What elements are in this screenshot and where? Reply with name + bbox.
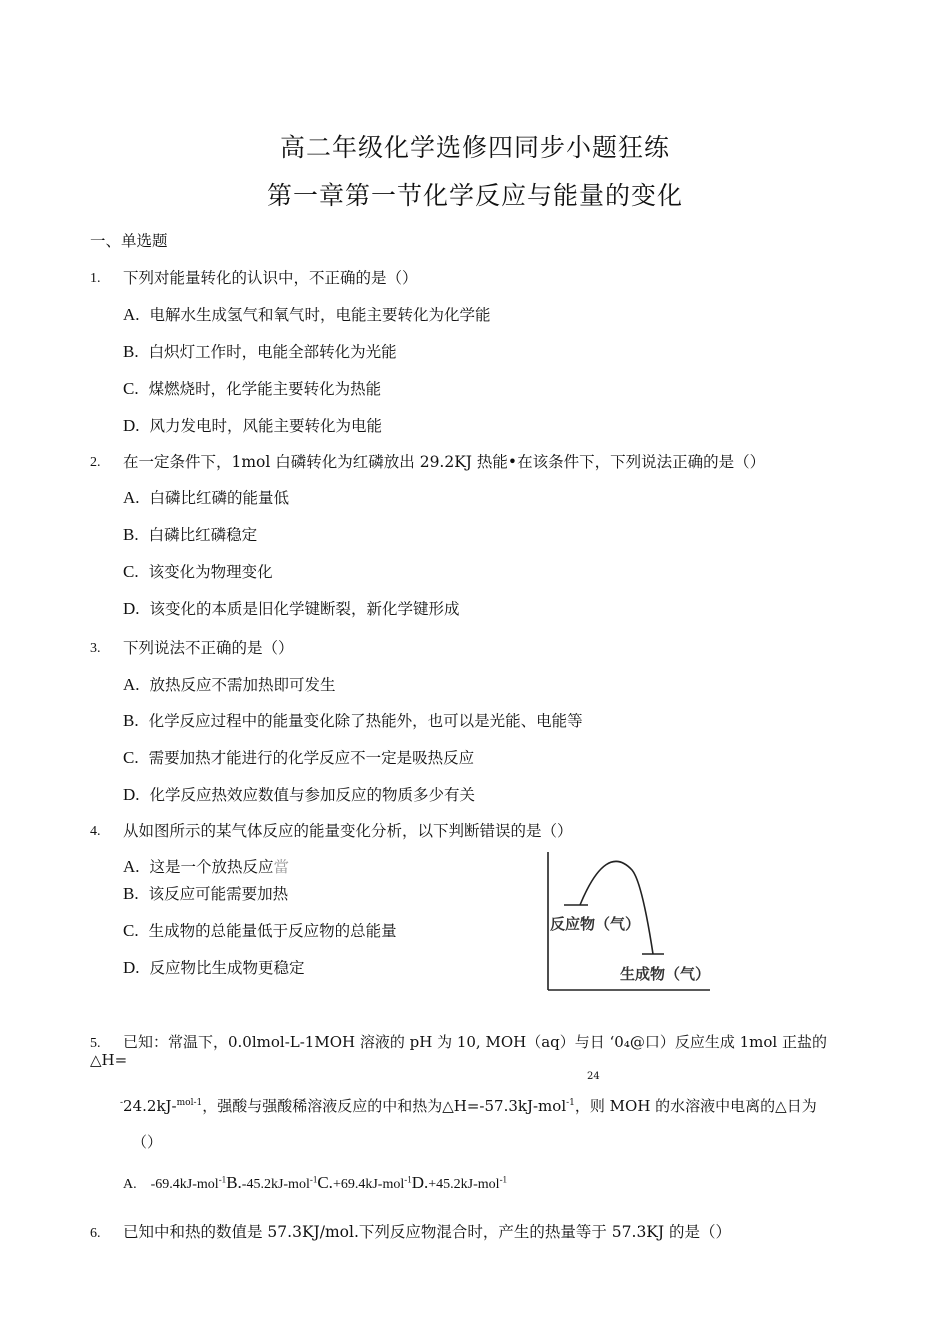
option-item: B. 白炽灯工作时，电能全部转化为光能 (123, 342, 397, 361)
option-item: D. 化学反应热效应数值与参加反应的物质多少有关 (123, 785, 476, 804)
question-stem-line2: -24.2kJ-$^{mol-1}$，强酸与强酸稀溶液反应的中和热为△H=-57.3kJ-mol$^{-1}$，则 MOH 的水溶液中电离的△日为 (120, 1097, 817, 1115)
option-item: B. 该反应可能需要加热 (123, 884, 289, 903)
option-item: B. 化学反应过程中的能量变化除了热能外，也可以是光能、电能等 (123, 711, 583, 730)
product-label: 生成物（气） (620, 965, 711, 983)
question-number: 4. (90, 824, 101, 839)
document-subtitle: 第一章第一节化学反应与能量的变化 (266, 181, 683, 210)
document-title: 高二年级化学选修四同步小题狂练 (279, 133, 670, 162)
option-item: B. 白磷比红磷稳定 (123, 525, 258, 544)
option-item: A. 放热反应不需加热即可发生 (123, 675, 336, 694)
subscript-note: 24 (587, 1071, 600, 1082)
question-stem: 从如图所示的某气体反应的能量变化分析，以下判断错误的是（） (123, 822, 573, 840)
option-item: A. 白磷比红磷的能量低 (123, 488, 290, 507)
section-heading: 一、单选题 (90, 232, 168, 250)
option-item: D. 该变化的本质是旧化学键断裂，新化学键形成 (123, 599, 460, 618)
energy-diagram (546, 852, 716, 994)
option-item: C. 该变化为物理变化 (123, 562, 273, 581)
question-number: 6. (90, 1226, 101, 1241)
energy-diagram-svg (546, 852, 716, 994)
option-item: D. 风力发电时，风能主要转化为电能 (123, 416, 383, 435)
question-stem-continuation: △H= (90, 1051, 128, 1069)
option-item: C. 需要加热才能进行的化学反应不一定是吸热反应 (123, 748, 475, 767)
option-item: D. 反应物比生成物更稳定 (123, 958, 305, 977)
question-number: 1. (90, 271, 101, 286)
question-stem: 下列对能量转化的认识中，不正确的是（） (123, 269, 418, 287)
question-stem: 在一定条件下，1mol 白磷转化为红磷放出 29.2KJ 热能•在该条件下，下列说法正确的是（） (123, 453, 766, 471)
energy-curve (580, 861, 653, 954)
option-item: C. 煤燃烧时，化学能主要转化为热能 (123, 379, 382, 398)
question-blank: （） (132, 1133, 163, 1151)
reactant-label: 反应物（气） (550, 915, 641, 933)
option-item: A. 这是一个放热反应當 (123, 857, 290, 876)
option-item: A. 电解水生成氢气和氧气时，电能主要转化为化学能 (123, 305, 491, 324)
question-number: 2. (90, 455, 101, 470)
option-row: A. -69.4kJ-mol$^{-1}$B.-45.2kJ-mol$^{-1}$C.+69.4kJ-mol$^{-1}$D.+45.2kJ-mol$^{-1}$ (123, 1173, 508, 1192)
option-item: C. 生成物的总能量低于反应物的总能量 (123, 921, 397, 940)
question-stem: 已知中和热的数值是 57.3KJ/mol.下列反应物混合时，产生的热量等于 57.3KJ 的是（） (123, 1223, 732, 1241)
question-stem: 下列说法不正确的是（） (123, 639, 294, 657)
question-number: 5. (90, 1036, 101, 1051)
question-stem: 已知：常温下，0.0lmol-L-1MOH 溶液的 pH 为 10, MOH（aq）与日 ‘0₄@口）反应生成 1mol 正盐的 (123, 1033, 827, 1051)
question-number: 3. (90, 641, 101, 656)
